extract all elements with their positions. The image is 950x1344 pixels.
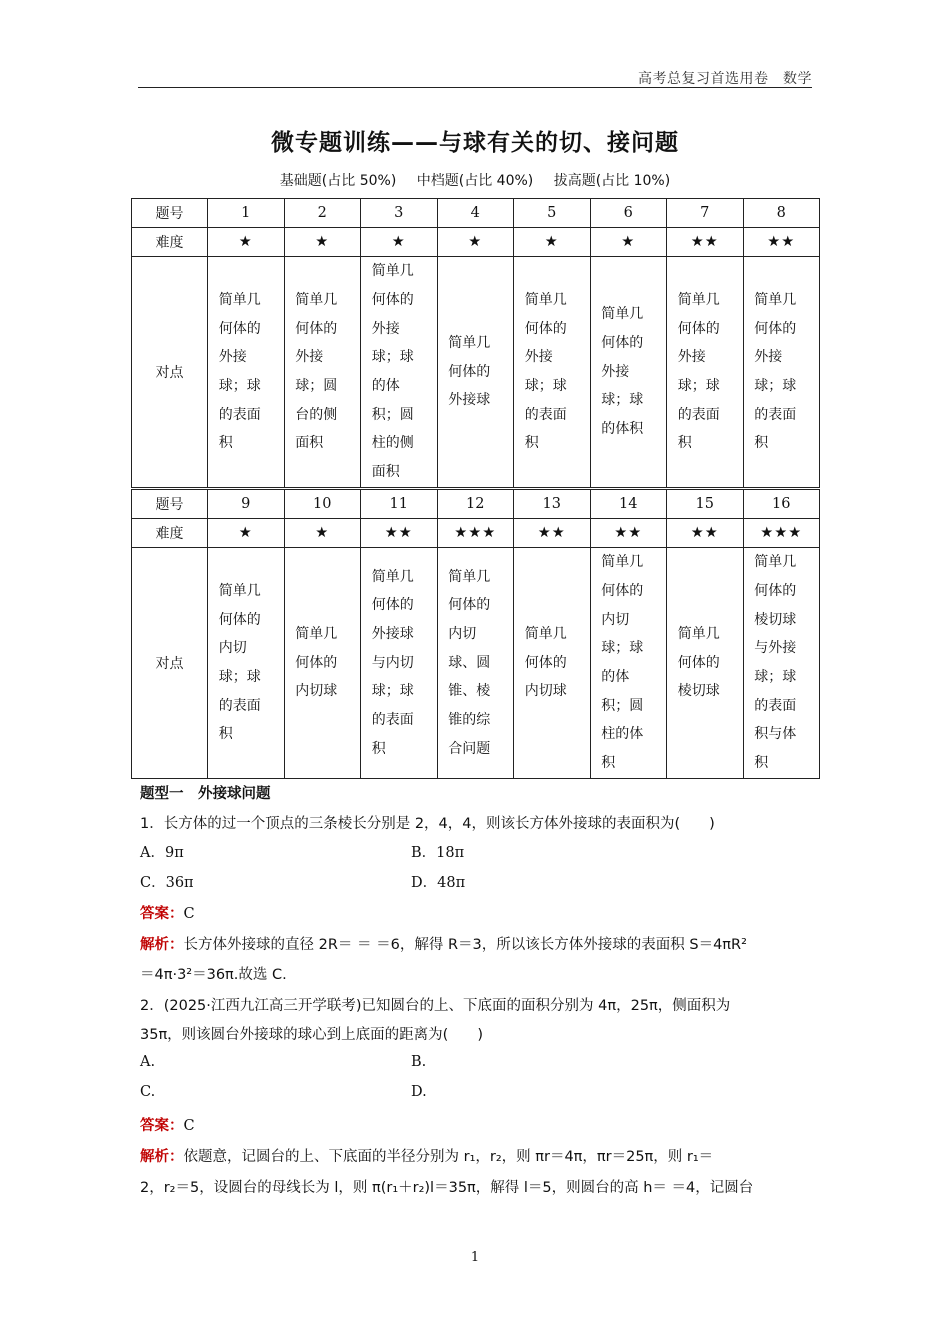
num-cell: 15 bbox=[667, 490, 744, 519]
point-line: 简单几 bbox=[601, 306, 644, 323]
label-num: 题号 bbox=[132, 199, 208, 228]
point-line: 的表面 bbox=[754, 406, 797, 423]
point-line: 积；圆 bbox=[601, 697, 644, 714]
point-cell bbox=[208, 548, 285, 779]
point-text bbox=[372, 257, 426, 487]
point-line: 积 bbox=[754, 435, 769, 452]
num-cell: 5 bbox=[514, 199, 591, 228]
num-cell: 16 bbox=[743, 490, 820, 519]
diff-stars: ★★ bbox=[361, 519, 438, 548]
point-text bbox=[525, 286, 579, 458]
diff-stars: ★ bbox=[590, 228, 667, 257]
point-line: 简单几 bbox=[448, 568, 491, 585]
label-diff: 难度 bbox=[132, 519, 208, 548]
header-text: 高考总复习首选用卷 数学 bbox=[638, 71, 812, 87]
point-line: 积 bbox=[524, 435, 539, 452]
point-line: 积与体 bbox=[754, 726, 797, 743]
point-line: 球；球 bbox=[371, 349, 414, 366]
point-line: 球；球 bbox=[601, 392, 644, 409]
point-line: 棱切球 bbox=[754, 611, 797, 628]
num-cell: 12 bbox=[437, 490, 514, 519]
answer-label: 答案： bbox=[140, 906, 184, 922]
num-cell: 4 bbox=[437, 199, 514, 228]
point-text bbox=[372, 563, 426, 764]
q1-answer bbox=[140, 902, 195, 923]
point-line: 简单几 bbox=[677, 625, 720, 642]
point-line: 内切 bbox=[601, 611, 630, 628]
point-line: 球；球 bbox=[524, 378, 567, 394]
point-text bbox=[678, 620, 732, 706]
analysis-text: 长方体外接球的直径 2R＝ ＝ ＝6，解得 R＝3，所以该长方体外接球的表面积 S＝4πR² bbox=[183, 937, 747, 953]
point-line: 何体的 bbox=[371, 291, 414, 308]
point-text bbox=[601, 300, 655, 444]
point-text bbox=[754, 286, 808, 458]
point-line: 柱的侧 bbox=[371, 435, 414, 452]
point-line: 简单几 bbox=[218, 291, 261, 308]
point-line: 球；圆 bbox=[295, 378, 338, 394]
num-cell: 6 bbox=[590, 199, 667, 228]
point-line: 球、圆 bbox=[448, 654, 491, 671]
point-line: 积 bbox=[371, 740, 386, 757]
diff-stars: ★★ bbox=[514, 519, 591, 548]
q2-option-d: D. bbox=[411, 1084, 427, 1100]
label-num: 题号 bbox=[132, 490, 208, 519]
point-line: 何体的 bbox=[448, 363, 491, 380]
q1-analysis-cont: ＝4π·3²＝36π.故选 C. bbox=[140, 967, 287, 983]
point-cell bbox=[284, 548, 361, 779]
diff-stars: ★ bbox=[284, 519, 361, 548]
num-row bbox=[132, 490, 820, 519]
point-cell bbox=[514, 548, 591, 779]
q2-option-c: C. bbox=[140, 1084, 156, 1100]
num-cell: 3 bbox=[361, 199, 438, 228]
point-line: 球；球 bbox=[371, 683, 414, 700]
point-line: 外接 bbox=[677, 349, 706, 366]
analysis-text: 依题意，记圆台的上、下底面的半径分别为 r₁，r₂，则 πr＝4π，πr＝25π，则 r₁＝ bbox=[183, 1149, 714, 1165]
point-cell bbox=[743, 548, 820, 779]
point-line: 与内切 bbox=[371, 654, 414, 671]
point-text bbox=[448, 563, 502, 764]
point-line: 球；球 bbox=[601, 640, 644, 657]
point-line: 积 bbox=[601, 755, 616, 772]
point-line: 的表面 bbox=[677, 406, 720, 423]
point-line: 何体的 bbox=[295, 320, 338, 337]
point-text bbox=[678, 286, 732, 458]
point-line: 何体的 bbox=[754, 320, 797, 337]
difficulty-ratio bbox=[0, 170, 950, 190]
point-line: 球；球 bbox=[754, 669, 797, 685]
ratio-mid: 中档题(占比 40%) bbox=[416, 173, 534, 189]
point-line: 何体的 bbox=[677, 320, 720, 337]
ratio-hard: 拔高题(占比 10%) bbox=[553, 173, 671, 189]
num-cell: 14 bbox=[590, 490, 667, 519]
point-line: 何体的 bbox=[218, 320, 261, 337]
num-cell: 1 bbox=[208, 199, 285, 228]
point-line: 内切 bbox=[218, 640, 247, 657]
point-row bbox=[132, 257, 820, 488]
point-cell bbox=[361, 548, 438, 779]
difficulty-table-part1 bbox=[131, 198, 820, 488]
point-text bbox=[295, 286, 349, 458]
q1-stem: 1．长方体的过一个顶点的三条棱长分别是 2，4，4，则该长方体外接球的表面积为( ) bbox=[140, 816, 715, 832]
point-line: 简单几 bbox=[295, 625, 338, 642]
point-cell bbox=[667, 257, 744, 488]
num-row bbox=[132, 199, 820, 228]
point-cell bbox=[667, 548, 744, 779]
point-cell bbox=[208, 257, 285, 488]
num-cell: 9 bbox=[208, 490, 285, 519]
point-line: 与外接 bbox=[754, 640, 797, 657]
point-line: 何体的 bbox=[448, 597, 491, 614]
diff-stars: ★ bbox=[208, 519, 285, 548]
point-line: 简单几 bbox=[218, 582, 261, 599]
point-line: 的表面 bbox=[218, 406, 261, 423]
point-line: 棱切球 bbox=[677, 683, 720, 700]
diff-stars: ★ bbox=[208, 228, 285, 257]
q2-analysis bbox=[140, 1145, 713, 1166]
point-text bbox=[219, 286, 273, 458]
point-line: 简单几 bbox=[524, 291, 567, 308]
answer-label: 答案： bbox=[140, 1118, 184, 1134]
point-text bbox=[295, 620, 349, 706]
header-rule bbox=[138, 87, 812, 88]
point-line: 外接 bbox=[524, 349, 553, 366]
point-line: 内切球 bbox=[295, 683, 338, 700]
point-line: 积 bbox=[218, 435, 233, 452]
point-line: 球；球 bbox=[754, 378, 797, 394]
q1-option-d: D．48π bbox=[411, 875, 466, 891]
q1-option-c: C．36π bbox=[140, 875, 194, 891]
point-line: 外接球 bbox=[448, 392, 491, 409]
diff-row bbox=[132, 519, 820, 548]
diff-row bbox=[132, 228, 820, 257]
difficulty-table-part2 bbox=[131, 489, 820, 779]
label-point: 对点 bbox=[132, 257, 208, 488]
point-text bbox=[525, 620, 579, 706]
point-cell bbox=[590, 257, 667, 488]
point-cell bbox=[590, 548, 667, 779]
point-line: 台的侧 bbox=[295, 406, 338, 423]
point-line: 合问题 bbox=[448, 740, 491, 757]
point-cell bbox=[514, 257, 591, 488]
point-line: 外接 bbox=[295, 349, 324, 366]
num-cell: 7 bbox=[667, 199, 744, 228]
point-line: 简单几 bbox=[754, 554, 797, 571]
point-cell bbox=[437, 257, 514, 488]
point-line: 简单几 bbox=[371, 568, 414, 585]
point-line: 何体的 bbox=[754, 582, 797, 599]
point-line: 简单几 bbox=[371, 263, 414, 280]
point-line: 何体的 bbox=[371, 597, 414, 614]
analysis-label: 解析： bbox=[140, 937, 184, 953]
point-line: 外接球 bbox=[371, 625, 414, 642]
point-line: 球；球 bbox=[677, 378, 720, 394]
point-line: 何体的 bbox=[524, 320, 567, 337]
q2-option-a: A. bbox=[140, 1054, 156, 1070]
num-cell: 8 bbox=[743, 199, 820, 228]
point-line: 的体积 bbox=[601, 421, 644, 438]
q2-option-b: B. bbox=[411, 1054, 427, 1070]
point-line: 简单几 bbox=[601, 554, 644, 571]
diff-stars: ★★★ bbox=[437, 519, 514, 548]
num-cell: 2 bbox=[284, 199, 361, 228]
point-cell bbox=[284, 257, 361, 488]
point-line: 面积 bbox=[295, 435, 324, 452]
point-line: 何体的 bbox=[677, 654, 720, 671]
label-point: 对点 bbox=[132, 548, 208, 779]
q2-stem: 2．(2025·江西九江高三开学联考)已知圆台的上、下底面的面积分别为 4π，25π，侧面积为 bbox=[140, 998, 731, 1014]
diff-stars: ★★ bbox=[667, 519, 744, 548]
num-cell: 10 bbox=[284, 490, 361, 519]
point-line: 的表面 bbox=[754, 697, 797, 714]
page-title: 微专题训练——与球有关的切、接问题 bbox=[271, 130, 679, 156]
num-cell: 11 bbox=[361, 490, 438, 519]
q1-analysis bbox=[140, 933, 747, 954]
point-line: 何体的 bbox=[218, 611, 261, 628]
q1-option-a: A．9π bbox=[140, 845, 184, 861]
point-line: 积 bbox=[677, 435, 692, 452]
point-text bbox=[601, 548, 655, 778]
section-title: 题型一 外接球问题 bbox=[140, 786, 271, 802]
point-line: 的体 bbox=[371, 378, 400, 394]
point-line: 的体 bbox=[601, 669, 630, 685]
point-line: 简单几 bbox=[295, 291, 338, 308]
point-line: 何体的 bbox=[601, 334, 644, 351]
diff-stars: ★ bbox=[284, 228, 361, 257]
point-text bbox=[448, 329, 502, 415]
point-line: 外接 bbox=[754, 349, 783, 366]
point-line: 外接 bbox=[601, 363, 630, 380]
point-text bbox=[219, 577, 273, 749]
point-line: 积；圆 bbox=[371, 406, 414, 423]
point-line: 何体的 bbox=[295, 654, 338, 671]
diff-stars: ★ bbox=[437, 228, 514, 257]
point-line: 简单几 bbox=[524, 625, 567, 642]
point-line: 球；球 bbox=[218, 378, 261, 394]
analysis-label: 解析： bbox=[140, 1149, 184, 1165]
point-line: 内切 bbox=[448, 625, 477, 642]
point-line: 的表面 bbox=[371, 712, 414, 729]
diff-stars: ★★ bbox=[743, 228, 820, 257]
point-text bbox=[754, 548, 808, 778]
point-line: 积 bbox=[218, 726, 233, 743]
ratio-basic: 基础题(占比 50%) bbox=[279, 173, 397, 189]
point-line: 何体的 bbox=[601, 582, 644, 599]
point-line: 的表面 bbox=[218, 697, 261, 714]
point-row bbox=[132, 548, 820, 779]
diff-stars: ★ bbox=[514, 228, 591, 257]
point-line: 简单几 bbox=[448, 334, 491, 351]
point-line: 柱的体 bbox=[601, 726, 644, 743]
label-diff: 难度 bbox=[132, 228, 208, 257]
point-line: 面积 bbox=[371, 464, 400, 481]
point-cell bbox=[743, 257, 820, 488]
point-line: 简单几 bbox=[754, 291, 797, 308]
point-cell bbox=[361, 257, 438, 488]
diff-stars: ★★ bbox=[590, 519, 667, 548]
answer-value: C bbox=[183, 906, 195, 922]
num-cell: 13 bbox=[514, 490, 591, 519]
point-line: 的表面 bbox=[524, 406, 567, 423]
point-line: 外接 bbox=[218, 349, 247, 366]
page-number: 1 bbox=[470, 1250, 480, 1265]
point-line: 球；球 bbox=[218, 669, 261, 685]
diff-stars: ★★ bbox=[667, 228, 744, 257]
point-line: 内切球 bbox=[524, 683, 567, 700]
point-cell bbox=[437, 548, 514, 779]
diff-stars: ★ bbox=[361, 228, 438, 257]
q1-option-b: B．18π bbox=[411, 845, 465, 861]
point-line: 积 bbox=[754, 755, 769, 772]
answer-value: C bbox=[183, 1118, 195, 1134]
q2-analysis-cont: 2，r₂＝5，设圆台的母线长为 l，则 π(r₁＋r₂)l＝35π，解得 l＝5，则圆台的高 h＝ ＝4，记圆台 bbox=[140, 1180, 754, 1196]
point-line: 简单几 bbox=[677, 291, 720, 308]
point-line: 何体的 bbox=[524, 654, 567, 671]
q2-stem-cont: 35π，则该圆台外接球的球心到上底面的距离为( ) bbox=[140, 1027, 483, 1043]
point-line: 锥的综 bbox=[448, 712, 491, 729]
point-line: 外接 bbox=[371, 320, 400, 337]
q2-answer bbox=[140, 1114, 195, 1135]
point-line: 锥、棱 bbox=[448, 683, 491, 700]
diff-stars: ★★★ bbox=[743, 519, 820, 548]
